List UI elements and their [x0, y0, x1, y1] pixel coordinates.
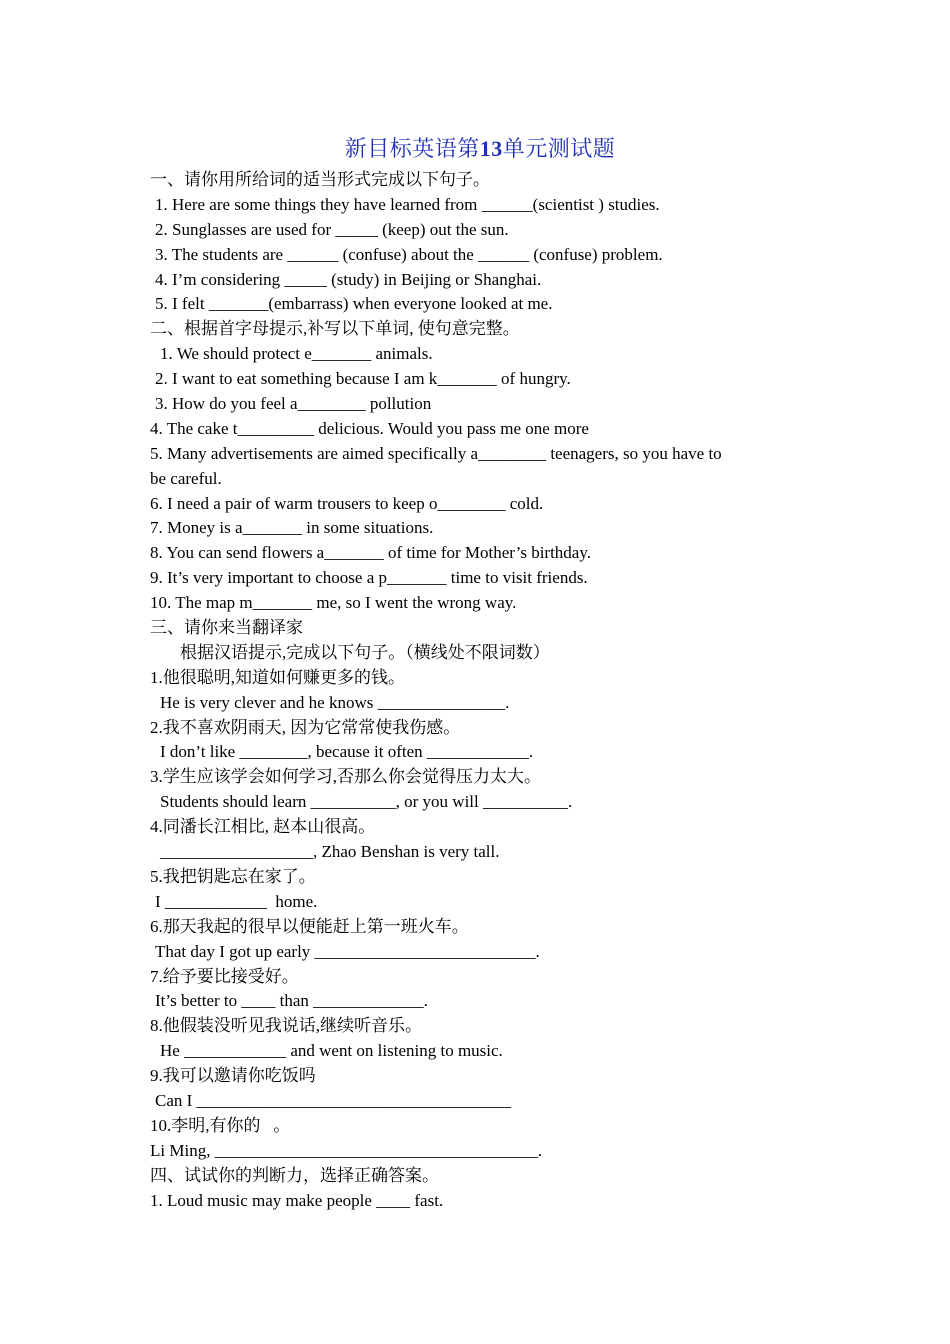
title-suffix: 单元测试题	[502, 136, 616, 161]
document-line: 1.他很聪明,知道如何赚更多的钱。	[150, 667, 405, 687]
document-line: 10.李明,有你的 。	[150, 1115, 291, 1135]
document-line: 9.我可以邀请你吃饭吗	[150, 1066, 316, 1086]
document-line: 三、请你来当翻译家	[150, 618, 303, 638]
document-line: 3. How do you feel a________ pollution	[155, 394, 432, 414]
document-line: That day I got up early __________________________.	[155, 941, 540, 961]
title-prefix: 新目标英语第	[344, 136, 480, 161]
document-line: 1. Loud music may make people ____ fast.	[150, 1190, 444, 1210]
document-line: 二、根据首字母提示,补写以下单词, 使句意完整。	[150, 319, 520, 339]
document-line: 一、请你用所给词的适当形式完成以下句子。	[150, 170, 490, 189]
document-line: 6. I need a pair of warm trousers to keep o________ cold.	[150, 493, 544, 513]
document-line: 2. Sunglasses are used for _____ (keep) out the sun.	[155, 219, 509, 239]
document-line: 3. The students are ______ (confuse) about the ______ (confuse) problem.	[155, 244, 663, 264]
document-line: 9. It’s very important to choose a p_______ time to visit friends.	[150, 568, 588, 588]
document-line: 4. I’m considering _____ (study) in Beijing or Shanghai.	[155, 269, 542, 289]
document-line: 1. We should protect e_______ animals.	[160, 344, 433, 364]
document-line: 根据汉语提示,完成以下句子。（横线处不限词数）	[180, 642, 550, 662]
document-line: 5.我把钥匙忘在家了。	[150, 866, 316, 886]
document-line: Students should learn __________, or you will __________.	[160, 792, 573, 812]
document-line: 6.那天我起的很早以便能赶上第一班火车。	[150, 916, 469, 936]
document-line: 4. The cake t_________ delicious. Would you pass me one more	[150, 418, 589, 438]
page-title	[150, 132, 810, 166]
document-line: 3.学生应该学会如何学习,否那么你会觉得压力太大。	[150, 767, 541, 787]
document-line: 1. Here are some things they have learned from ______(scientist ) studies.	[155, 194, 660, 214]
document-line: 5. Many advertisements are aimed specifically a________ teenagers, so you have to	[150, 443, 722, 463]
document-line: 7. Money is a_______ in some situations.	[150, 518, 434, 538]
document-line: Li Ming, ______________________________________.	[150, 1140, 542, 1160]
document-line: Can I _____________________________________	[155, 1090, 512, 1110]
title-number: 13	[479, 136, 503, 161]
document-line: It’s better to ____ than _____________.	[155, 991, 428, 1011]
document-line: 2. I want to eat something because I am k_______ of hungry.	[155, 369, 571, 389]
document-line: I don’t like ________, because it often ____________.	[160, 742, 534, 762]
document-line: 2.我不喜欢阴雨天, 因为它常常使我伤感。	[150, 717, 461, 737]
document-line: He ____________ and went on listening to music.	[160, 1041, 503, 1061]
document-line: 5. I felt _______(embarrass) when everyone looked at me.	[155, 294, 553, 314]
document-body	[150, 168, 810, 1213]
document-line: 4.同潘长江相比, 赵本山很高。	[150, 817, 376, 837]
document-line: 10. The map m_______ me, so I went the wrong way.	[150, 593, 517, 613]
document-line: 7.给予要比接受好。	[150, 966, 299, 986]
document-line: be careful.	[150, 468, 222, 488]
document-line: I ____________ home.	[155, 891, 318, 911]
document-line: 8. You can send flowers a_______ of time for Mother’s birthday.	[150, 543, 591, 563]
document-line: 四、试试你的判断力，选择正确答案。	[150, 1165, 439, 1185]
document-page	[150, 132, 810, 1213]
document-line: 8.他假装没听见我说话,继续听音乐。	[150, 1016, 422, 1036]
document-line: __________________, Zhao Benshan is very tall.	[160, 842, 500, 862]
document-line: He is very clever and he knows _______________.	[160, 692, 510, 712]
